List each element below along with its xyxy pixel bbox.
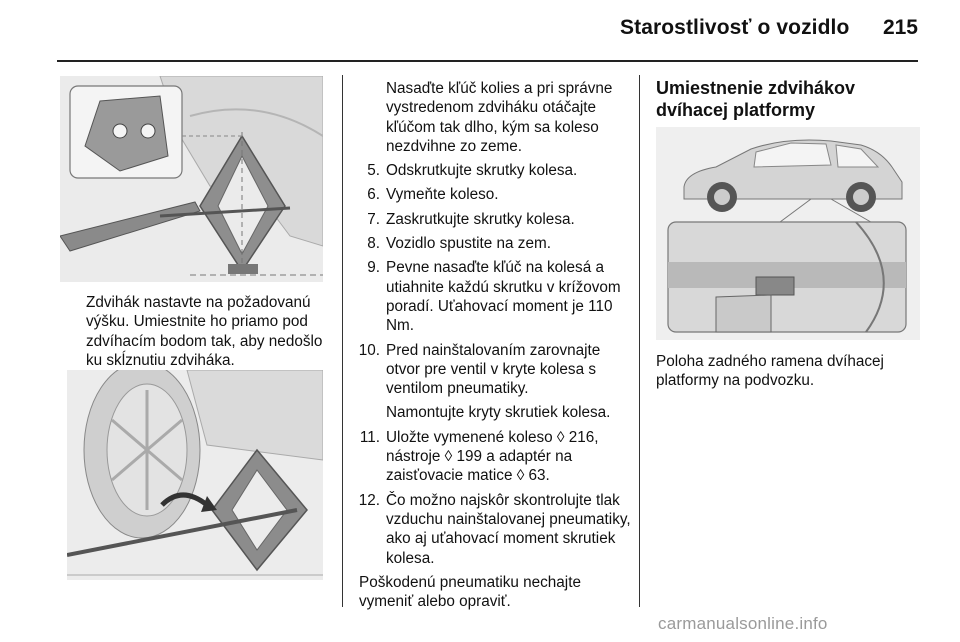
list-item-text: Pevne nasaďte kľúč na kolesá a utiahnite každú skrutku v krížovom poradí. Uťahovací moment je 110 Nm. bbox=[386, 259, 621, 335]
list-item bbox=[356, 185, 631, 204]
list-item-number: 7. bbox=[367, 210, 380, 228]
list-item-number: 6. bbox=[367, 186, 380, 204]
list-item bbox=[356, 341, 631, 399]
list-item-text: Pred nainštalovaním zarovnajte otvor pre ventil v kryte kolesa s ventilom pneumatiky. bbox=[386, 341, 601, 398]
list-item-number: 12. bbox=[358, 491, 380, 509]
watermark: carmanualsonline.info bbox=[658, 614, 828, 633]
column-divider-left bbox=[342, 75, 343, 607]
list-item-number: 10. bbox=[358, 341, 380, 359]
column-divider-right bbox=[639, 75, 640, 607]
list-item-text: Zaskrutkujte skrutky kolesa. bbox=[386, 210, 575, 228]
list-item bbox=[356, 210, 631, 229]
procedure-list bbox=[356, 79, 631, 616]
jack-positioning-illustration bbox=[60, 76, 323, 282]
page-section-title: Starostlivosť o vozidlo bbox=[620, 16, 850, 39]
header-divider bbox=[57, 60, 918, 62]
list-item bbox=[356, 428, 631, 486]
lift-platform-caption: Poloha zadného ramena dvíhacej platformy na podvozku. bbox=[656, 353, 884, 390]
list-item-text: Čo možno najskôr skontrolujte tlak vzduchu nainštalovanej pneumatiky, ako aj uťahovací moment skrutiek kolesa. bbox=[386, 491, 631, 567]
list-item-text: Odskrutkujte skrutky kolesa. bbox=[386, 162, 578, 180]
list-item bbox=[356, 161, 631, 180]
closing-note: Poškodenú pneumatiku nechajte vymeniť alebo opraviť. bbox=[359, 573, 581, 611]
list-item-number: 8. bbox=[367, 235, 380, 253]
list-item-number: 5. bbox=[367, 162, 380, 180]
lift-platform-illustration bbox=[656, 127, 920, 340]
list-item-number: 9. bbox=[367, 259, 380, 277]
list-item-number: 11. bbox=[359, 428, 380, 446]
list-item bbox=[356, 234, 631, 253]
list-item-text: Vymeňte koleso. bbox=[386, 186, 499, 204]
step-note: Namontujte kryty skrutiek kolesa. bbox=[386, 404, 611, 422]
list-item-text: Uložte vymenené koleso ◊ 216, nástroje ◊ 199 a adaptér na zaisťovacie matice ◊ 63. bbox=[386, 428, 599, 485]
list-item bbox=[356, 491, 631, 568]
page-number: 215 bbox=[882, 16, 918, 39]
procedure-intro: Nasaďte kľúč kolies a pri správne vystredenom zdviháku otáčajte kľúčom tak dlho, kým sa koleso nezdvihne zo zeme. bbox=[386, 80, 613, 155]
list-item bbox=[356, 258, 631, 335]
section-heading: Umiestnenie zdvihákov dvíhacej platformy bbox=[656, 78, 856, 120]
jack-crank-illustration bbox=[67, 370, 323, 580]
list-item-text: Vozidlo spustite na zem. bbox=[386, 235, 551, 253]
jack-caption: Zdvihák nastavte na požadovanú výšku. Umiestnite ho priamo pod zdvíhacím bodom tak, aby nedošlo ku skĺznutiu zdviháka. bbox=[86, 294, 323, 369]
